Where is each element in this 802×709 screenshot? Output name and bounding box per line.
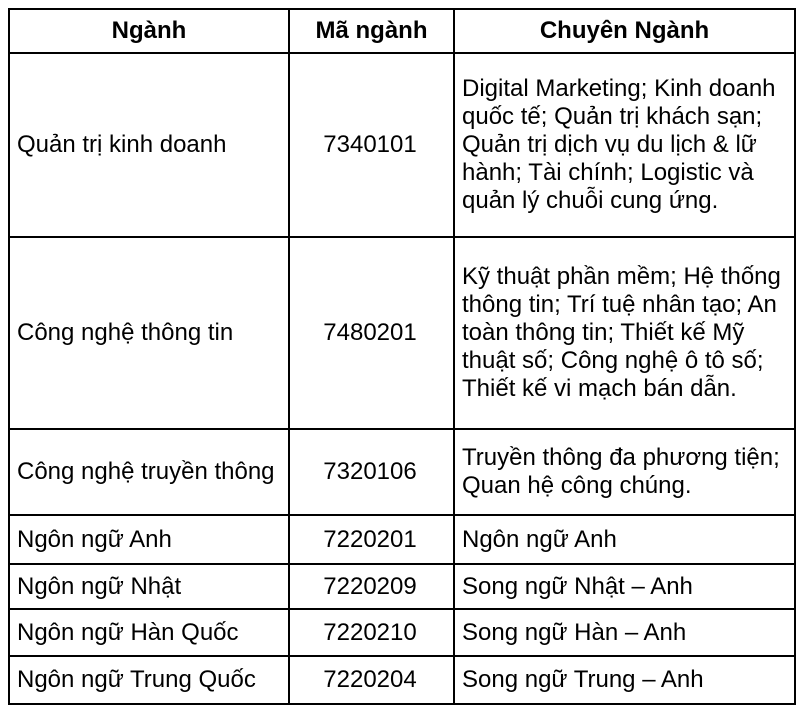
table-row: [9, 515, 795, 564]
specializations-cell: Song ngữ Hàn – Anh: [454, 609, 795, 656]
table-row: [9, 564, 795, 609]
major-name-cell: Ngôn ngữ Hàn Quốc: [9, 609, 289, 656]
table-row: [9, 656, 795, 704]
column-header-nganh: Ngành: [9, 9, 289, 53]
table-row: [9, 53, 795, 237]
major-name-cell: Ngôn ngữ Anh: [9, 515, 289, 564]
major-code-cell: 7220204: [289, 656, 454, 704]
major-name-cell: Ngôn ngữ Nhật: [9, 564, 289, 609]
major-name-cell: Ngôn ngữ Trung Quốc: [9, 656, 289, 704]
specializations-cell: Kỹ thuật phần mềm; Hệ thống thông tin; Trí tuệ nhân tạo; An toàn thông tin; Thiết kế Mỹ thuật số; Công nghệ ô tô số; Thiết kế vi mạch bán dẫn.: [454, 237, 795, 429]
major-name-cell: Công nghệ truyền thông: [9, 429, 289, 515]
column-header-chuyen-nganh: Chuyên Ngành: [454, 9, 795, 53]
major-code-cell: 7480201: [289, 237, 454, 429]
specializations-cell: Ngôn ngữ Anh: [454, 515, 795, 564]
majors-table: [8, 8, 796, 705]
specializations-cell: Song ngữ Nhật – Anh: [454, 564, 795, 609]
major-code-cell: 7220210: [289, 609, 454, 656]
major-name-cell: Quản trị kinh doanh: [9, 53, 289, 237]
specializations-cell: Song ngữ Trung – Anh: [454, 656, 795, 704]
major-code-cell: 7320106: [289, 429, 454, 515]
specializations-cell: Digital Marketing; Kinh doanh quốc tế; Quản trị khách sạn; Quản trị dịch vụ du lịch & lữ hành; Tài chính; Logistic và quản lý chuỗi cung ứng.: [454, 53, 795, 237]
table-row: [9, 609, 795, 656]
major-code-cell: 7220201: [289, 515, 454, 564]
column-header-ma-nganh: Mã ngành: [289, 9, 454, 53]
major-name-cell: Công nghệ thông tin: [9, 237, 289, 429]
table-row: [9, 429, 795, 515]
major-code-cell: 7340101: [289, 53, 454, 237]
major-code-cell: 7220209: [289, 564, 454, 609]
table-row: [9, 237, 795, 429]
header-row: [9, 9, 795, 53]
specializations-cell: Truyền thông đa phương tiện; Quan hệ công chúng.: [454, 429, 795, 515]
